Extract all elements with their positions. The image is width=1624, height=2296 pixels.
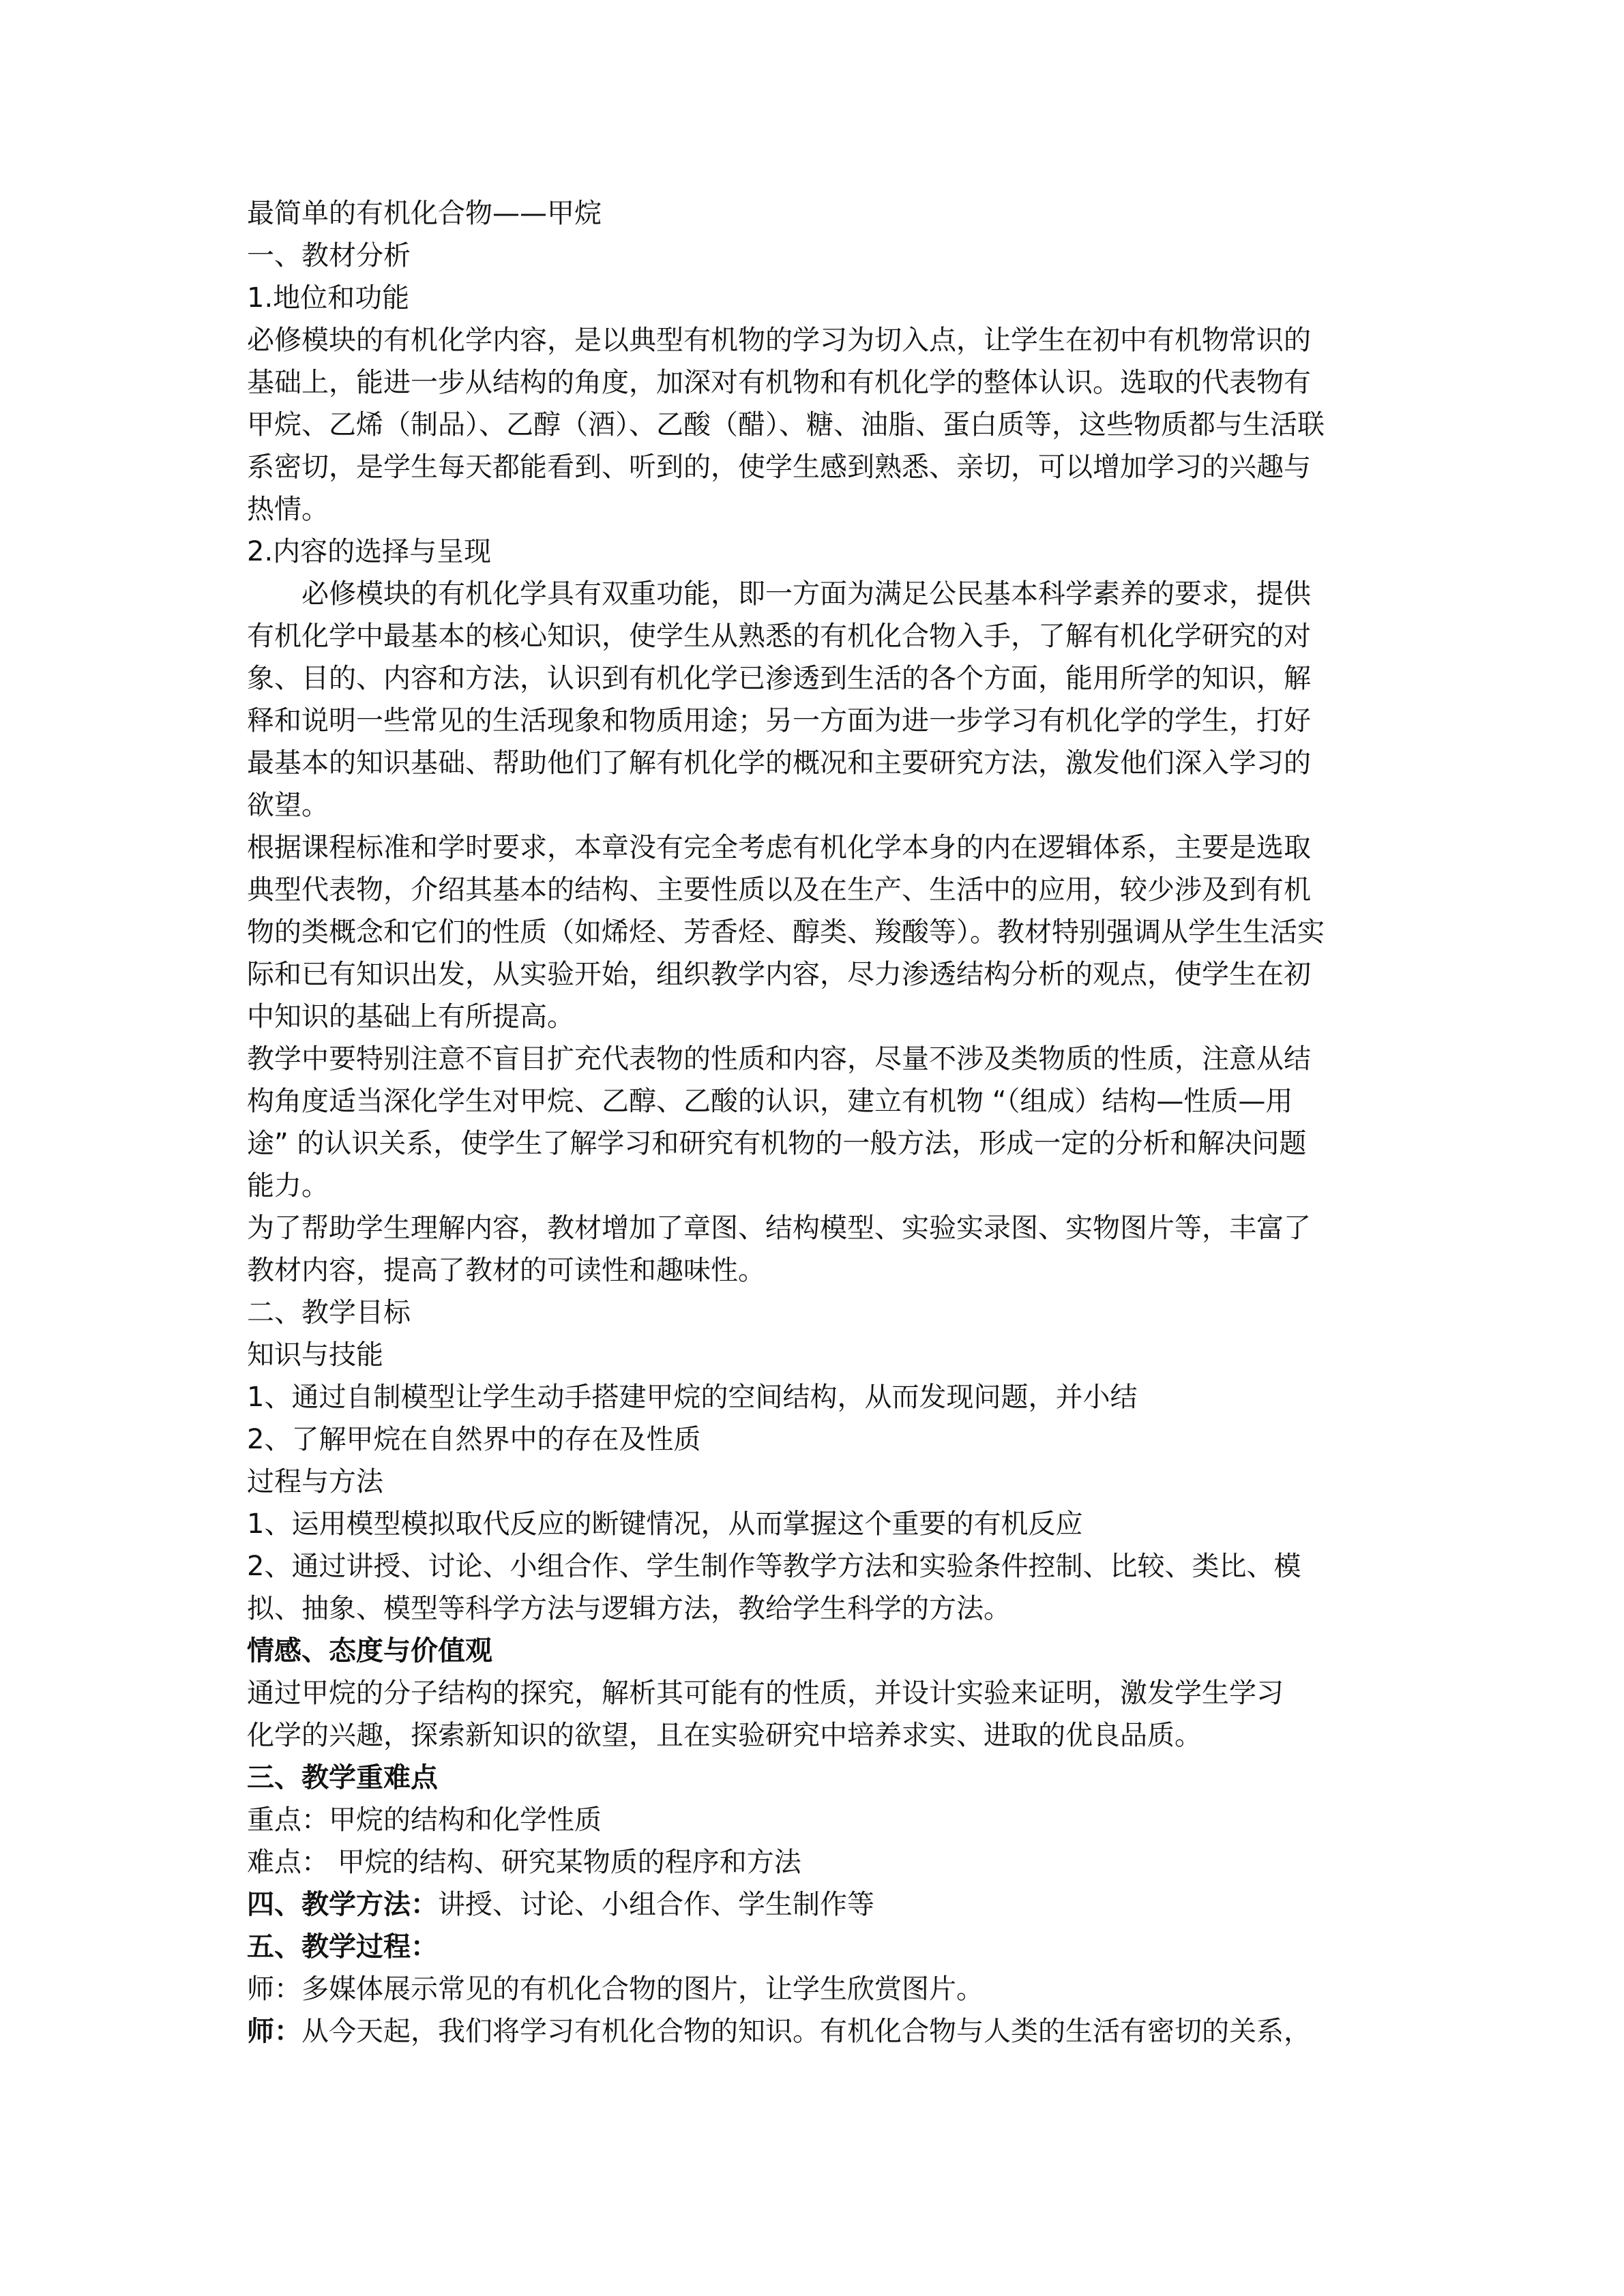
bold-heading: 情感、态度与价值观 — [247, 1635, 492, 1667]
paragraph-line — [247, 446, 1379, 488]
line-text: 2、了解甲烷在自然界中的存在及性质 — [247, 1424, 701, 1455]
paragraph-line — [247, 361, 1379, 404]
paragraph-line — [247, 1757, 1379, 1799]
paragraph-line — [247, 996, 1379, 1038]
line-text: 重点：甲烷的结构和化学性质 — [247, 1804, 602, 1836]
line-text: 1、运用模型模拟取代反应的断键情况，从而掌握这个重要的有机反应 — [247, 1508, 1083, 1540]
paragraph-line — [247, 869, 1379, 911]
paragraph-line — [247, 1249, 1379, 1292]
line-text: 2.内容的选择与呈现 — [247, 536, 492, 567]
line-text: 师：多媒体展示常见的有机化合物的图片，让学生欣赏图片。 — [247, 1973, 984, 2005]
paragraph-line — [247, 1968, 1379, 2010]
paragraph-line — [247, 657, 1379, 700]
bold-heading: 五、教学过程： — [247, 1931, 438, 1963]
paragraph-line — [247, 531, 1379, 573]
paragraph-line — [247, 235, 1379, 277]
line-text: 基础上，能进一步从结构的角度，加深对有机物和有机化学的整体认识。选取的代表物有 — [247, 367, 1311, 398]
paragraph-line — [247, 573, 1379, 615]
paragraph-line — [247, 953, 1379, 996]
bold-heading: 师： — [247, 2016, 301, 2047]
bold-heading: 三、教学重难点 — [247, 1762, 438, 1793]
bold-heading: 四、教学方法： — [247, 1889, 438, 1920]
line-text: 热情。 — [247, 494, 329, 525]
line-text: 典型代表物，介绍其基本的结构、主要性质以及在生产、生活中的应用，较少涉及到有机 — [247, 874, 1311, 906]
line-text: 际和已有知识出发，从实验开始，组织教学内容，尽力渗透结构分析的观点，使学生在初 — [247, 959, 1311, 990]
line-text: 象、目的、内容和方法，认识到有机化学已渗透到生活的各个方面，能用所学的知识，解 — [247, 663, 1311, 694]
line-text: 拟、抽象、模型等科学方法与逻辑方法，教给学生科学的方法。 — [247, 1593, 1011, 1624]
line-text: 必修模块的有机化学内容，是以典型有机物的学习为切入点，让学生在初中有机物常识的 — [247, 325, 1311, 356]
paragraph-line — [247, 1122, 1379, 1165]
line-text: 通过甲烷的分子结构的探究，解析其可能有的性质，并设计实验来证明，激发学生学习 — [247, 1678, 1284, 1709]
line-text: 有机化学中最基本的核心知识，使学生从熟悉的有机化合物入手，了解有机化学研究的对 — [247, 621, 1311, 652]
paragraph-line — [247, 700, 1379, 742]
line-text: 知识与技能 — [247, 1339, 383, 1371]
line-text: 为了帮助学生理解内容，教材增加了章图、结构模型、实验实录图、实物图片等，丰富了 — [247, 1212, 1311, 1244]
paragraph-line — [247, 1841, 1379, 1883]
line-text: 途” 的认识关系，使学生了解学习和研究有机物的一般方法，形成一定的分析和解决问题 — [247, 1128, 1307, 1159]
paragraph-line — [247, 1207, 1379, 1249]
document-page — [247, 192, 1379, 2053]
paragraph-line — [247, 1503, 1379, 1545]
paragraph-line — [247, 1587, 1379, 1630]
line-text: 难点： 甲烷的结构、研究某物质的程序和方法 — [247, 1847, 801, 1878]
paragraph-line — [247, 1376, 1379, 1418]
line-text: 从今天起，我们将学习有机化合物的知识。有机化合物与人类的生活有密切的关系， — [301, 2016, 1311, 2047]
line-text: 讲授、讨论、小组合作、学生制作等 — [438, 1889, 874, 1920]
line-text: 构角度适当深化学生对甲烷、乙醇、乙酸的认识，建立有机物 “（组成）结构—性质—用 — [247, 1086, 1293, 1117]
paragraph-line — [247, 404, 1379, 446]
line-text: 释和说明一些常见的生活现象和物质用途；另一方面为进一步学习有机化学的学生，打好 — [247, 705, 1311, 736]
paragraph-line — [247, 488, 1379, 531]
line-text: 欲望。 — [247, 790, 329, 821]
paragraph-line — [247, 1630, 1379, 1672]
line-text: 教材内容，提高了教材的可读性和趣味性。 — [247, 1255, 765, 1286]
line-text: 一、教材分析 — [247, 240, 411, 271]
line-text: 教学中要特别注意不盲目扩充代表物的性质和内容，尽量不涉及类物质的性质，注意从结 — [247, 1043, 1311, 1075]
paragraph-line — [247, 742, 1379, 784]
paragraph-line — [247, 277, 1379, 319]
line-text: 化学的兴趣，探索新知识的欲望，且在实验研究中培养求实、进取的优良品质。 — [247, 1720, 1202, 1751]
document-body — [247, 235, 1379, 2053]
paragraph-line — [247, 784, 1379, 826]
paragraph-line — [247, 615, 1379, 657]
paragraph-line — [247, 1334, 1379, 1376]
line-text: 二、教学目标 — [247, 1297, 411, 1328]
paragraph-line — [247, 1165, 1379, 1207]
line-text: 系密切，是学生每天都能看到、听到的，使学生感到熟悉、亲切，可以增加学习的兴趣与 — [247, 451, 1311, 483]
paragraph-line — [247, 826, 1379, 869]
line-text: 最基本的知识基础、帮助他们了解有机化学的概况和主要研究方法，激发他们深入学习的 — [247, 747, 1311, 779]
line-text: 能力。 — [247, 1170, 329, 1202]
line-text: 中知识的基础上有所提高。 — [247, 1001, 574, 1032]
line-text: 根据课程标准和学时要求，本章没有完全考虑有机化学本身的内在逻辑体系，主要是选取 — [247, 832, 1311, 863]
line-text: 2、通过讲授、讨论、小组合作、学生制作等教学方法和实验条件控制、比较、类比、模 — [247, 1551, 1301, 1582]
line-text: 1、通过自制模型让学生动手搭建甲烷的空间结构，从而发现问题，并小结 — [247, 1382, 1138, 1413]
paragraph-line — [247, 2010, 1379, 2053]
paragraph-line — [247, 1883, 1379, 1926]
paragraph-line — [247, 1672, 1379, 1714]
line-text: 必修模块的有机化学具有双重功能，即一方面为满足公民基本科学素养的要求，提供 — [301, 578, 1311, 610]
document-title: 最简单的有机化合物——甲烷 — [247, 198, 602, 229]
paragraph-line — [247, 1080, 1379, 1122]
paragraph-line — [247, 1038, 1379, 1080]
paragraph-line — [247, 1461, 1379, 1503]
paragraph-line — [247, 1714, 1379, 1757]
paragraph-line — [247, 1418, 1379, 1461]
paragraph-line — [247, 1292, 1379, 1334]
paragraph-line — [247, 911, 1379, 953]
paragraph-line — [247, 319, 1379, 361]
paragraph-line — [247, 1926, 1379, 1968]
paragraph-line — [247, 1545, 1379, 1587]
line-text: 甲烷、乙烯（制品）、乙醇（酒）、乙酸（醋）、糖、油脂、蛋白质等，这些物质都与生活联 — [247, 409, 1325, 441]
paragraph-line — [247, 1799, 1379, 1841]
line-text: 过程与方法 — [247, 1466, 383, 1497]
line-text: 1.地位和功能 — [247, 282, 410, 314]
line-text: 物的类概念和它们的性质（如烯烃、芳香烃、醇类、羧酸等）。教材特别强调从学生生活实 — [247, 916, 1325, 948]
